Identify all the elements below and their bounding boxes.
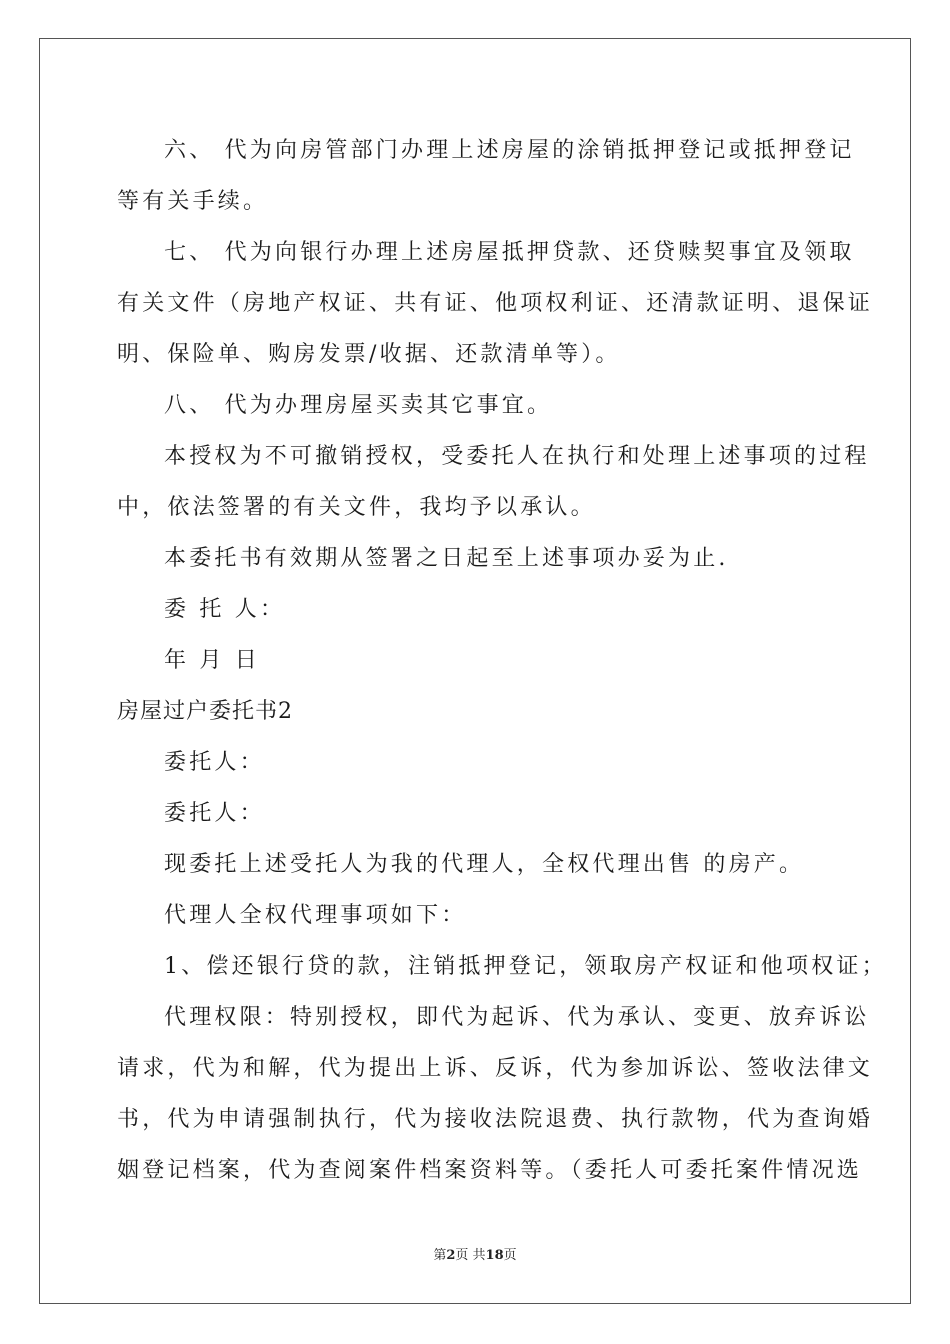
paragraph-line: 中，依法签署的有关文件，我均予以承认。 — [117, 495, 596, 520]
paragraph-line: 六、 代为向房管部门办理上述房屋的涂销抵押登记或抵押登记 — [164, 138, 855, 163]
page-mid: 页 共 — [455, 1248, 486, 1263]
document-body — [117, 128, 887, 1199]
section-title: 房屋过户委托书2 — [117, 699, 293, 724]
date-label: 年 月 日 — [164, 648, 260, 673]
page-suffix: 页 — [503, 1248, 517, 1263]
paragraph-line: 姻登记档案，代为查阅案件档案资料等。（委托人可委托案件情况选 — [117, 1158, 863, 1183]
page-number: 2 — [446, 1248, 456, 1263]
page-total: 18 — [485, 1248, 504, 1263]
paragraph-line: 1、偿还银行贷的款，注销抵押登记，领取房产权证和他项权证； — [164, 954, 887, 979]
paragraph-line: 七、 代为向银行办理上述房屋抵押贷款、还贷赎契事宜及领取 — [164, 240, 855, 265]
paragraph-line: 现委托上述受托人为我的代理人，全权代理出售 的房产。 — [164, 852, 805, 877]
paragraph-line: 本委托书有效期从签署之日起至上述事项办妥为止. — [164, 546, 729, 571]
paragraph-line: 有关文件（房地产权证、共有证、他项权利证、还清款证明、退保证 — [117, 291, 874, 316]
paragraph-line: 本授权为不可撤销授权，受委托人在执行和处理上述事项的过程 — [164, 444, 870, 469]
paragraph-line: 请求，代为和解，代为提出上诉、反诉，代为参加诉讼、签收法律文 — [117, 1056, 874, 1081]
signature-label: 委 托 人： — [164, 597, 286, 622]
paragraph-line: 代理权限：特别授权，即代为起诉、代为承认、变更、放弃诉讼 — [164, 1005, 870, 1030]
page-prefix: 第 — [433, 1248, 447, 1263]
principal-label: 委托人： — [164, 801, 265, 826]
page-footer — [0, 1244, 950, 1263]
paragraph-line: 明、保险单、购房发票/收据、还款清单等）。 — [117, 342, 621, 367]
paragraph-line: 代理人全权代理事项如下： — [164, 903, 467, 928]
paragraph-line: 书，代为申请强制执行，代为接收法院退费、执行款物，代为查询婚 — [117, 1107, 874, 1132]
paragraph-line: 等有关手续。 — [117, 189, 269, 214]
principal-label: 委托人： — [164, 750, 265, 775]
paragraph-line: 八、 代为办理房屋买卖其它事宜。 — [164, 393, 553, 418]
